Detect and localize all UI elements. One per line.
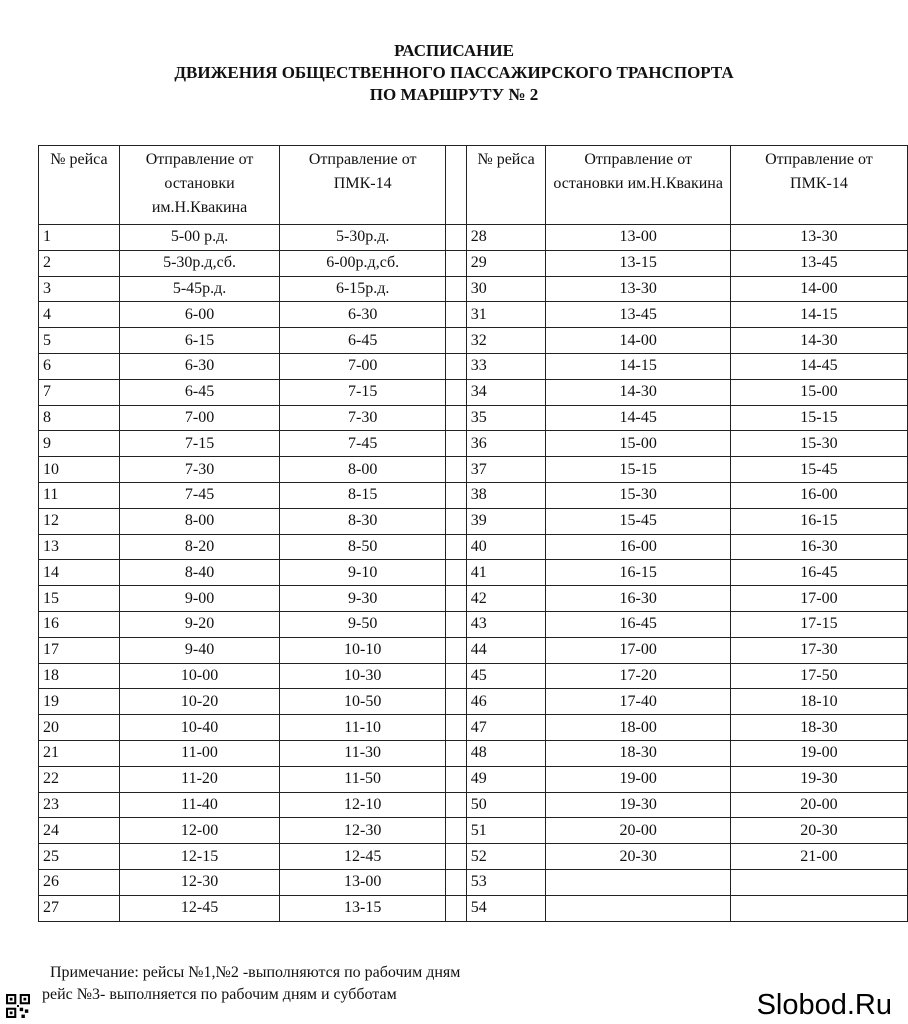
departure-stop-right: 15-30 <box>546 482 730 508</box>
departure-stop-right: 15-45 <box>546 508 730 534</box>
departure-pmk-left: 7-30 <box>280 405 446 431</box>
departure-pmk-left: 11-30 <box>280 740 446 766</box>
departure-pmk-right: 14-30 <box>730 328 907 354</box>
departure-pmk-right: 18-30 <box>730 715 907 741</box>
departure-stop-left: 8-40 <box>119 560 280 586</box>
departure-stop-right: 14-00 <box>546 328 730 354</box>
schedule-table <box>38 145 908 922</box>
departure-pmk-right: 19-00 <box>730 740 907 766</box>
trip-no-left: 12 <box>39 508 120 534</box>
departure-stop-right: 20-30 <box>546 844 730 870</box>
column-gap <box>446 146 467 225</box>
column-gap <box>446 431 467 457</box>
table-row <box>39 844 908 870</box>
table-row <box>39 328 908 354</box>
departure-pmk-right <box>730 869 907 895</box>
departure-stop-left: 12-15 <box>119 844 280 870</box>
departure-stop-right <box>546 895 730 921</box>
departure-pmk-left: 6-00р.д,сб. <box>280 250 446 276</box>
trip-no-left: 26 <box>39 869 120 895</box>
column-gap <box>446 689 467 715</box>
trip-no-right: 53 <box>466 869 546 895</box>
departure-pmk-right: 21-00 <box>730 844 907 870</box>
trip-no-right: 46 <box>466 689 546 715</box>
departure-stop-right: 13-30 <box>546 276 730 302</box>
trip-no-left: 6 <box>39 353 120 379</box>
table-row <box>39 457 908 483</box>
trip-no-right: 44 <box>466 637 546 663</box>
trip-no-left: 2 <box>39 250 120 276</box>
departure-pmk-right: 16-00 <box>730 482 907 508</box>
table-row <box>39 792 908 818</box>
title-line-3: ПО МАРШРУТУ № 2 <box>369 85 539 104</box>
departure-pmk-right: 20-00 <box>730 792 907 818</box>
departure-pmk-left: 10-30 <box>280 663 446 689</box>
trip-no-left: 4 <box>39 302 120 328</box>
column-gap <box>446 405 467 431</box>
departure-stop-left: 11-00 <box>119 740 280 766</box>
column-gap <box>446 328 467 354</box>
departure-stop-left: 10-20 <box>119 689 280 715</box>
trip-no-right: 35 <box>466 405 546 431</box>
departure-stop-right: 13-15 <box>546 250 730 276</box>
schedule-body <box>39 225 908 922</box>
table-row <box>39 689 908 715</box>
trip-no-right: 47 <box>466 715 546 741</box>
departure-pmk-right: 15-45 <box>730 457 907 483</box>
departure-stop-left: 6-30 <box>119 353 280 379</box>
departure-pmk-left: 8-15 <box>280 482 446 508</box>
column-gap <box>446 457 467 483</box>
column-gap <box>446 637 467 663</box>
document-title <box>0 40 908 106</box>
departure-stop-right: 13-00 <box>546 225 730 251</box>
column-gap <box>446 560 467 586</box>
departure-pmk-left: 12-10 <box>280 792 446 818</box>
trip-no-left: 1 <box>39 225 120 251</box>
departure-pmk-left: 6-30 <box>280 302 446 328</box>
departure-stop-right: 16-15 <box>546 560 730 586</box>
departure-stop-right <box>546 869 730 895</box>
column-gap <box>446 508 467 534</box>
table-row <box>39 766 908 792</box>
column-gap <box>446 663 467 689</box>
table-row <box>39 715 908 741</box>
departure-stop-right: 17-20 <box>546 663 730 689</box>
column-gap <box>446 586 467 612</box>
trip-no-right: 29 <box>466 250 546 276</box>
departure-stop-left: 7-00 <box>119 405 280 431</box>
trip-no-right: 42 <box>466 586 546 612</box>
departure-stop-right: 16-45 <box>546 611 730 637</box>
title-line-2: ДВИЖЕНИЯ ОБЩЕСТВЕННОГО ПАССАЖИРСКОГО ТРАНСПОРТА <box>174 63 734 82</box>
table-row <box>39 534 908 560</box>
departure-stop-right: 14-15 <box>546 353 730 379</box>
trip-no-left: 9 <box>39 431 120 457</box>
departure-pmk-right: 14-15 <box>730 302 907 328</box>
column-gap <box>446 715 467 741</box>
trip-no-left: 13 <box>39 534 120 560</box>
departure-pmk-right: 17-30 <box>730 637 907 663</box>
table-row <box>39 405 908 431</box>
departure-pmk-left: 7-45 <box>280 431 446 457</box>
departure-pmk-left: 12-30 <box>280 818 446 844</box>
departure-stop-left: 11-20 <box>119 766 280 792</box>
header-from-stop-right: Отправление от остановки им.Н.Квакина <box>546 146 730 225</box>
departure-pmk-right: 15-00 <box>730 379 907 405</box>
departure-stop-right: 18-00 <box>546 715 730 741</box>
departure-stop-left: 9-40 <box>119 637 280 663</box>
trip-no-right: 51 <box>466 818 546 844</box>
trip-no-right: 34 <box>466 379 546 405</box>
departure-pmk-right: 17-50 <box>730 663 907 689</box>
table-row <box>39 379 908 405</box>
table-row <box>39 586 908 612</box>
departure-pmk-left: 8-50 <box>280 534 446 560</box>
table-row <box>39 818 908 844</box>
table-row <box>39 663 908 689</box>
table-row <box>39 637 908 663</box>
departure-stop-left: 12-45 <box>119 895 280 921</box>
departure-stop-left: 5-30р.д,сб. <box>119 250 280 276</box>
departure-pmk-left: 6-15р.д. <box>280 276 446 302</box>
table-row <box>39 225 908 251</box>
departure-stop-left: 12-30 <box>119 869 280 895</box>
trip-no-right: 33 <box>466 353 546 379</box>
title-line-1: РАСПИСАНИЕ <box>394 41 514 60</box>
table-row <box>39 560 908 586</box>
trip-no-right: 28 <box>466 225 546 251</box>
column-gap <box>446 611 467 637</box>
note-line-1: Примечание: рейсы №1,№2 -выполняются по рабочим дням <box>50 964 461 981</box>
departure-pmk-left: 8-30 <box>280 508 446 534</box>
departure-stop-right: 16-00 <box>546 534 730 560</box>
table-row <box>39 250 908 276</box>
departure-pmk-right <box>730 895 907 921</box>
column-gap <box>446 740 467 766</box>
trip-no-right: 43 <box>466 611 546 637</box>
departure-stop-right: 16-30 <box>546 586 730 612</box>
departure-pmk-left: 10-10 <box>280 637 446 663</box>
departure-pmk-left: 8-00 <box>280 457 446 483</box>
table-row <box>39 508 908 534</box>
departure-stop-left: 11-40 <box>119 792 280 818</box>
column-gap <box>446 302 467 328</box>
schedule-header <box>39 146 908 225</box>
header-from-stop-left: Отправление от остановки им.Н.Квакина <box>119 146 280 225</box>
departure-pmk-right: 15-15 <box>730 405 907 431</box>
trip-no-right: 45 <box>466 663 546 689</box>
table-row <box>39 302 908 328</box>
trip-no-left: 14 <box>39 560 120 586</box>
departure-pmk-left: 5-30р.д. <box>280 225 446 251</box>
trip-no-left: 16 <box>39 611 120 637</box>
column-gap <box>446 895 467 921</box>
column-gap <box>446 844 467 870</box>
watermark: Slobod.Ru <box>756 989 892 1021</box>
departure-pmk-left: 9-50 <box>280 611 446 637</box>
departure-stop-right: 18-30 <box>546 740 730 766</box>
column-gap <box>446 276 467 302</box>
departure-stop-right: 19-30 <box>546 792 730 818</box>
trip-no-right: 52 <box>466 844 546 870</box>
departure-stop-right: 15-15 <box>546 457 730 483</box>
departure-pmk-right: 14-45 <box>730 353 907 379</box>
table-row <box>39 353 908 379</box>
departure-pmk-left: 7-00 <box>280 353 446 379</box>
trip-no-right: 31 <box>466 302 546 328</box>
header-trip-no-right: № рейса <box>466 146 546 225</box>
departure-pmk-right: 13-45 <box>730 250 907 276</box>
departure-pmk-right: 16-45 <box>730 560 907 586</box>
departure-stop-left: 5-00 р.д. <box>119 225 280 251</box>
header-from-pmk-left: Отправление от ПМК-14 <box>280 146 446 225</box>
departure-stop-left: 6-15 <box>119 328 280 354</box>
departure-pmk-right: 14-00 <box>730 276 907 302</box>
departure-stop-right: 14-30 <box>546 379 730 405</box>
trip-no-right: 37 <box>466 457 546 483</box>
departure-pmk-right: 18-10 <box>730 689 907 715</box>
departure-stop-left: 7-45 <box>119 482 280 508</box>
departure-pmk-left: 12-45 <box>280 844 446 870</box>
departure-stop-left: 10-40 <box>119 715 280 741</box>
notes <box>42 962 460 1006</box>
departure-pmk-left: 9-30 <box>280 586 446 612</box>
note-line-2: рейс №3- выполняется по рабочим дням и субботам <box>42 986 397 1003</box>
trip-no-left: 8 <box>39 405 120 431</box>
departure-pmk-left: 10-50 <box>280 689 446 715</box>
trip-no-left: 10 <box>39 457 120 483</box>
departure-pmk-left: 6-45 <box>280 328 446 354</box>
trip-no-left: 25 <box>39 844 120 870</box>
column-gap <box>446 225 467 251</box>
departure-stop-right: 17-40 <box>546 689 730 715</box>
table-row <box>39 482 908 508</box>
departure-stop-right: 17-00 <box>546 637 730 663</box>
table-row <box>39 611 908 637</box>
trip-no-left: 5 <box>39 328 120 354</box>
departure-stop-right: 13-45 <box>546 302 730 328</box>
column-gap <box>446 250 467 276</box>
column-gap <box>446 379 467 405</box>
column-gap <box>446 482 467 508</box>
departure-pmk-left: 13-15 <box>280 895 446 921</box>
trip-no-left: 18 <box>39 663 120 689</box>
column-gap <box>446 534 467 560</box>
trip-no-right: 48 <box>466 740 546 766</box>
column-gap <box>446 818 467 844</box>
trip-no-left: 21 <box>39 740 120 766</box>
departure-stop-left: 10-00 <box>119 663 280 689</box>
departure-pmk-left: 11-10 <box>280 715 446 741</box>
trip-no-right: 49 <box>466 766 546 792</box>
trip-no-right: 50 <box>466 792 546 818</box>
column-gap <box>446 353 467 379</box>
departure-stop-left: 7-15 <box>119 431 280 457</box>
departure-stop-left: 9-00 <box>119 586 280 612</box>
trip-no-left: 19 <box>39 689 120 715</box>
table-row <box>39 869 908 895</box>
trip-no-right: 38 <box>466 482 546 508</box>
trip-no-right: 36 <box>466 431 546 457</box>
trip-no-left: 15 <box>39 586 120 612</box>
departure-pmk-left: 11-50 <box>280 766 446 792</box>
trip-no-right: 32 <box>466 328 546 354</box>
trip-no-right: 41 <box>466 560 546 586</box>
trip-no-right: 39 <box>466 508 546 534</box>
departure-pmk-right: 13-30 <box>730 225 907 251</box>
departure-stop-left: 9-20 <box>119 611 280 637</box>
trip-no-left: 20 <box>39 715 120 741</box>
departure-stop-left: 6-00 <box>119 302 280 328</box>
departure-stop-left: 5-45р.д. <box>119 276 280 302</box>
column-gap <box>446 869 467 895</box>
trip-no-left: 11 <box>39 482 120 508</box>
departure-pmk-right: 16-15 <box>730 508 907 534</box>
departure-pmk-left: 13-00 <box>280 869 446 895</box>
trip-no-left: 17 <box>39 637 120 663</box>
departure-pmk-right: 15-30 <box>730 431 907 457</box>
departure-stop-left: 12-00 <box>119 818 280 844</box>
qr-code-icon <box>6 994 30 1018</box>
trip-no-left: 7 <box>39 379 120 405</box>
header-from-pmk-right: Отправление от ПМК-14 <box>730 146 907 225</box>
trip-no-right: 54 <box>466 895 546 921</box>
departure-pmk-right: 16-30 <box>730 534 907 560</box>
departure-stop-left: 8-00 <box>119 508 280 534</box>
departure-stop-left: 8-20 <box>119 534 280 560</box>
departure-pmk-right: 17-00 <box>730 586 907 612</box>
departure-stop-left: 6-45 <box>119 379 280 405</box>
column-gap <box>446 766 467 792</box>
departure-pmk-right: 20-30 <box>730 818 907 844</box>
column-gap <box>446 792 467 818</box>
trip-no-left: 27 <box>39 895 120 921</box>
trip-no-left: 24 <box>39 818 120 844</box>
trip-no-right: 30 <box>466 276 546 302</box>
departure-stop-right: 14-45 <box>546 405 730 431</box>
table-row <box>39 895 908 921</box>
table-row <box>39 276 908 302</box>
departure-pmk-right: 19-30 <box>730 766 907 792</box>
header-trip-no-left: № рейса <box>39 146 120 225</box>
trip-no-left: 23 <box>39 792 120 818</box>
departure-stop-right: 19-00 <box>546 766 730 792</box>
departure-stop-right: 20-00 <box>546 818 730 844</box>
departure-pmk-left: 9-10 <box>280 560 446 586</box>
departure-pmk-left: 7-15 <box>280 379 446 405</box>
departure-pmk-right: 17-15 <box>730 611 907 637</box>
trip-no-left: 22 <box>39 766 120 792</box>
trip-no-left: 3 <box>39 276 120 302</box>
table-row <box>39 740 908 766</box>
departure-stop-left: 7-30 <box>119 457 280 483</box>
table-row <box>39 431 908 457</box>
trip-no-right: 40 <box>466 534 546 560</box>
departure-stop-right: 15-00 <box>546 431 730 457</box>
